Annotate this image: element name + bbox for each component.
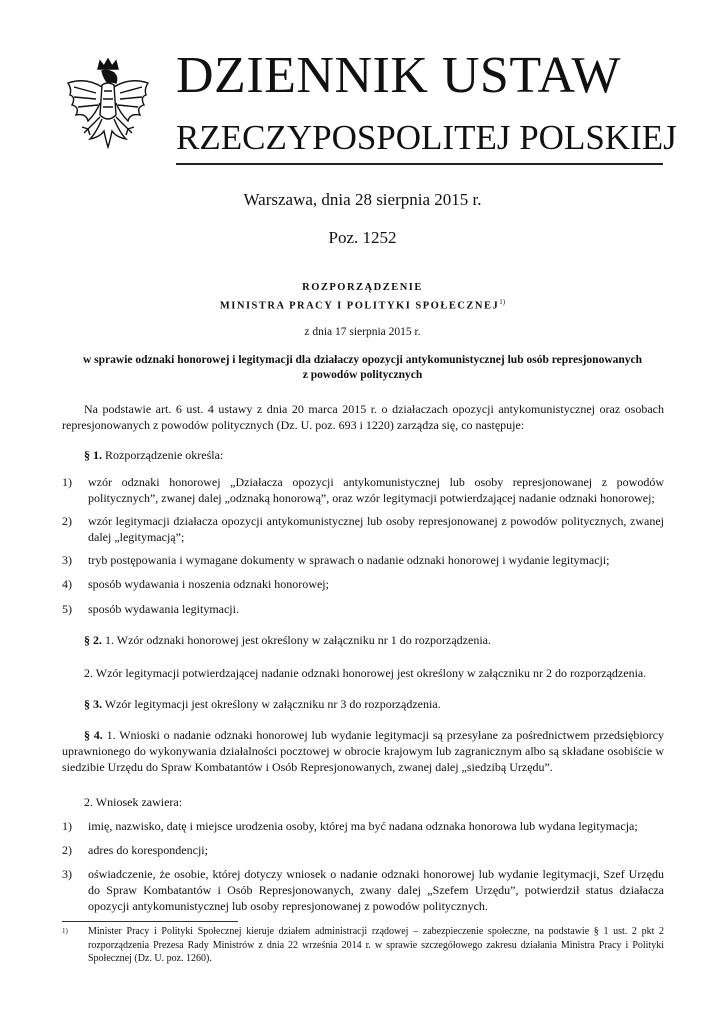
section-3-text: Wzór legitymacji jest określony w załączniku nr 3 do rozporządzenia. <box>102 697 441 711</box>
section-4 <box>62 727 664 775</box>
section-1-mark: § 1. <box>84 448 102 462</box>
footnote-number: 1) <box>62 927 68 935</box>
footnote-text: Minister Pracy i Polityki Społecznej kieruje działem administracji rządowej – zabezpieczenie społeczne, na podstawie § 1 ust. 2 pkt 2 rozporządzenia Prezesa Rady Ministrów z dnia 22 września 2014 r. w sprawie szczegółowego zakresu działania Ministra Pracy i Polityki Społecznej (Dz. U. poz. 1260). <box>88 926 664 964</box>
section-1-text: Rozporządzenie określa: <box>102 448 224 462</box>
header-rule <box>176 163 663 165</box>
list-item-text: sposób wydawania i noszenia odznaki honorowej; <box>88 577 329 591</box>
section-2 <box>62 632 664 648</box>
list-item-number: 2) <box>62 843 72 857</box>
section-1 <box>62 447 664 463</box>
list-item-number: 3) <box>62 553 72 567</box>
list-item-text: sposób wydawania legitymacji. <box>88 602 239 616</box>
list-item-text: tryb postępowania i wymagane dokumenty w sprawach o nadanie odznaki honorowej i wydanie legitymacji; <box>88 553 610 567</box>
journal-title: DZIENNIK USTAW <box>176 47 621 104</box>
section-2-mark: § 2. <box>84 633 102 647</box>
act-author <box>0 298 725 312</box>
list-item-text: imię, nazwisko, datę i miejsce urodzenia osoby, której ma być nadana odznaka honorowa lub wydana legitymacja; <box>88 819 638 833</box>
list-item-number: 2) <box>62 514 72 528</box>
list-item-text: wzór legitymacji działacza opozycji antykomunistycznej lub osoby represjonowanej z powodów politycznych, zwanej dalej „legitymacją”; <box>88 514 664 544</box>
polish-eagle-emblem <box>62 55 154 161</box>
section-2-paragraph-2: 2. Wzór legitymacji potwierdzającej nadanie odznaki honorowej jest określony w załączniku nr 2 do rozporządzenia. <box>84 666 647 680</box>
position-number: Poz. 1252 <box>328 228 397 247</box>
list-item-number: 3) <box>62 867 72 881</box>
place-date: Warszawa, dnia 28 sierpnia 2015 r. <box>243 190 482 209</box>
journal-subtitle: RZECZYPOSPOLITEJ POLSKIEJ <box>176 118 677 157</box>
list-item-text: wzór odznaki honorowej „Działacza opozycji antykomunistycznej lub osoby represjonowanej z powodów politycznych”, zwanej dalej „odznaką honorową”, oraz wzór legitymacji potwierdzającej nadanie odznaki honorowej; <box>88 475 664 505</box>
list-item-number: 1) <box>62 819 72 833</box>
act-author-text: MINISTRA PRACY I POLITYKI SPOŁECZNEJ <box>219 300 500 312</box>
list-item-number: 1) <box>62 475 72 489</box>
list-item-text: adres do korespondencji; <box>88 843 208 857</box>
list-item-text: oświadczenie, że osobie, której dotyczy wniosek o nadanie odznaki honorowej lub wydanie legitymacji, Szef Urzędu do Spraw Kombatantów i Osób Represjonowanych, zwany dalej „Szefem Urzędu”, potwierdził status działacza opozycji antykomunistycznej lub osoby represjonowanej z powodów politycznych. <box>88 867 664 913</box>
act-date: z dnia 17 sierpnia 2015 r. <box>304 326 421 338</box>
footnote-ref: 1) <box>499 298 506 306</box>
act-subject: w sprawie odznaki honorowej i legitymacji dla działaczy opozycji antykomunistycznej lub osób represjonowanych z powodów politycznych <box>82 354 643 381</box>
section-2-text: 1. Wzór odznaki honorowej jest określony w załączniku nr 1 do rozporządzenia. <box>102 633 491 647</box>
preamble: Na podstawie art. 6 ust. 4 ustawy z dnia 20 marca 2015 r. o działaczach opozycji antykomunistycznej oraz osobach represjonowanych z powodów politycznych (Dz. U. poz. 693 i 1220) zarządza się, co następuje: <box>62 402 664 432</box>
list-item-number: 5) <box>62 602 72 616</box>
section-4-paragraph-2: 2. Wniosek zawiera: <box>84 795 183 809</box>
list-item-number: 4) <box>62 577 72 591</box>
section-3 <box>62 696 664 712</box>
section-3-mark: § 3. <box>84 697 102 711</box>
section-4-mark: § 4. <box>84 728 103 742</box>
section-4-text: 1. Wnioski o nadanie odznaki honorowej lub wydanie legitymacji są przesyłane za pośrednictwem przedsiębiorcy uprawnionego do wykonywania działalności pocztowej w obrocie krajowym lub zagranicznym albo są składane osobiście w siedzibie Urzędu do Spraw Kombatantów i Osób Represjonowanych, zwanej dalej „siedzibą Urzędu”. <box>62 728 665 774</box>
footnote-rule <box>62 921 238 922</box>
act-type: ROZPORZĄDZENIE <box>302 282 423 293</box>
